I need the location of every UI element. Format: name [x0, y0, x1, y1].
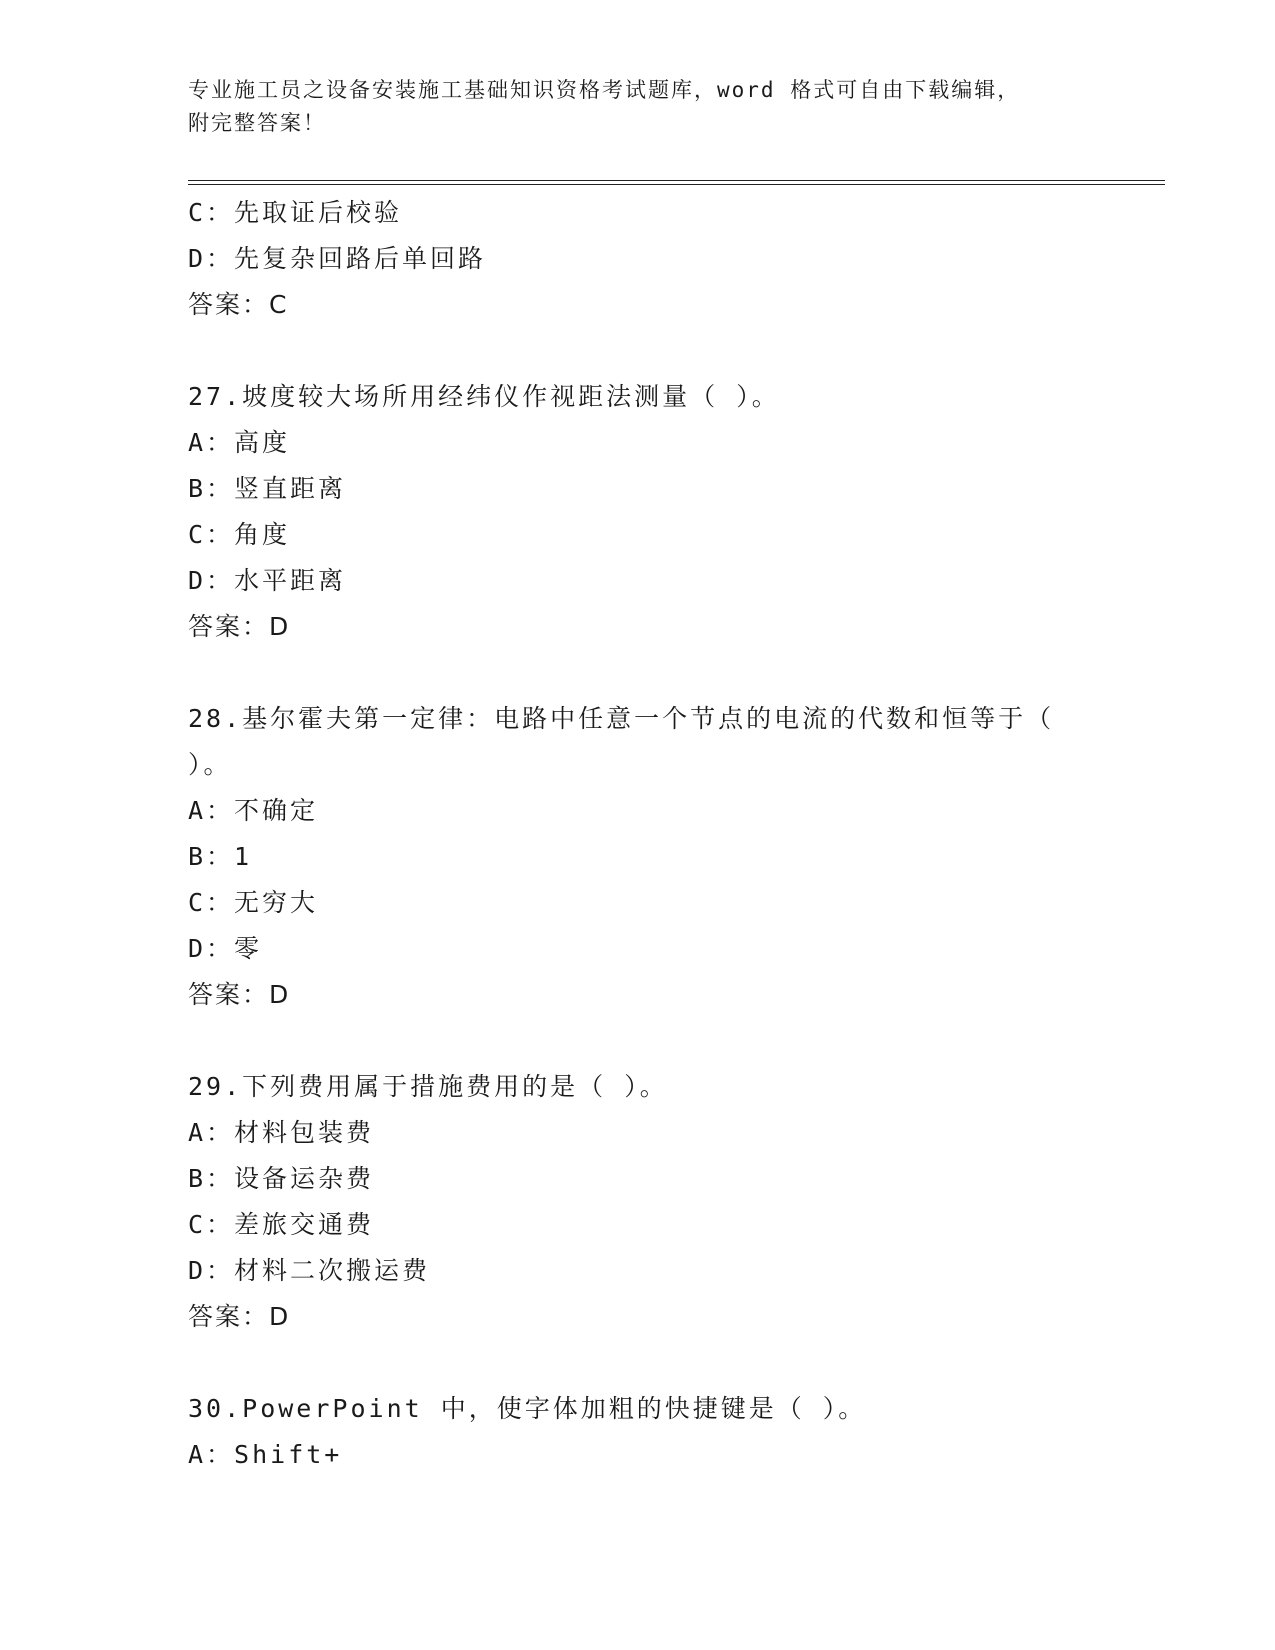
q27-option-a: A：高度 — [188, 428, 291, 457]
q29-option-c: C：差旅交通费 — [188, 1210, 375, 1239]
question-29-block — [188, 1064, 1088, 1340]
q28-option-a: A：不确定 — [188, 796, 319, 825]
header-divider-top — [188, 180, 1165, 181]
q26-option-d: D：先复杂回路后单回路 — [188, 244, 487, 273]
document-header — [188, 74, 1068, 140]
q27-stem: 27.坡度较大场所用经纬仪作视距法测量（ ）。 — [188, 382, 780, 411]
q26-option-c: C：先取证后校验 — [188, 198, 403, 227]
q29-option-d: D：材料二次搬运费 — [188, 1256, 431, 1285]
q27-option-c: C：角度 — [188, 520, 291, 549]
q29-option-b: B：设备运杂费 — [188, 1164, 375, 1193]
header-divider-bottom — [188, 184, 1165, 185]
q28-option-d: D：零 — [188, 934, 263, 963]
question-30-block — [188, 1386, 1088, 1478]
question-26-block — [188, 190, 1088, 328]
q27-option-d: D：水平距离 — [188, 566, 347, 595]
q29-answer: 答案：D — [188, 1302, 291, 1331]
q27-answer: 答案：D — [188, 612, 291, 641]
q28-stem-line-2: ）。 — [188, 750, 232, 779]
q27-option-b: B：竖直距离 — [188, 474, 347, 503]
q28-answer: 答案：D — [188, 980, 291, 1009]
q29-option-a: A：材料包装费 — [188, 1118, 375, 1147]
q28-option-b: B：1 — [188, 842, 253, 871]
q28-option-c: C：无穷大 — [188, 888, 319, 917]
header-line-2: 附完整答案！ — [188, 111, 326, 135]
question-list — [188, 190, 1088, 1478]
header-line-1: 专业施工员之设备安装施工基础知识资格考试题库，word 格式可自由下载编辑， — [188, 78, 1021, 102]
q26-answer: 答案：C — [188, 290, 289, 319]
question-27-block — [188, 374, 1088, 650]
q28-stem-line-1: 28.基尔霍夫第一定律：电路中任意一个节点的电流的代数和恒等于（ — [188, 704, 1055, 733]
question-28-block — [188, 696, 1088, 1018]
q29-stem: 29.下列费用属于措施费用的是（ ）。 — [188, 1072, 668, 1101]
q30-stem: 30.PowerPoint 中，使字体加粗的快捷键是（ ）。 — [188, 1394, 867, 1423]
q30-option-a: A：Shift+ — [188, 1440, 343, 1469]
